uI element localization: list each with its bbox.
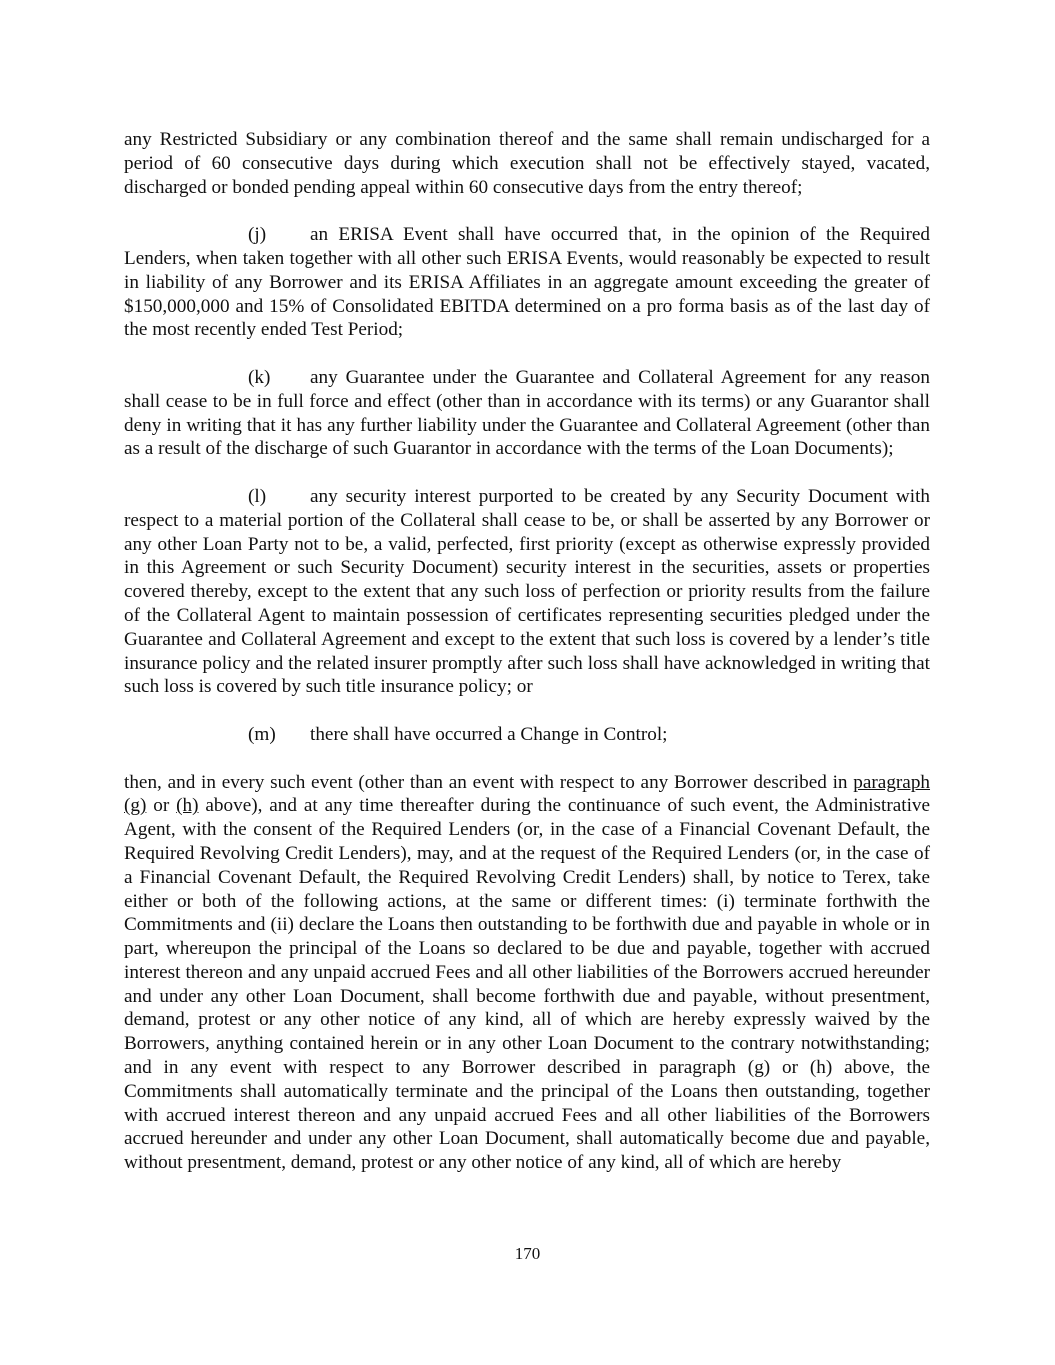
clause-text: there shall have occurred a Change in Control; (310, 723, 668, 745)
continuation-text: any Restricted Subsidiary or any combination thereof and the same shall remain undischarged for a period of 60 consecutive days during which execution shall not be effectively stayed, vacated, discharged or bonded pending appeal within 60 consecutive days from the entry thereof; (124, 129, 930, 198)
page-number: 170 (514, 1244, 541, 1263)
clause-m (124, 723, 930, 747)
document-body (124, 128, 930, 1175)
clause-text: any security interest purported to be created by any Security Document with respect to a material portion of the Collateral shall cease to be, or shall be asserted by any Borrower or any other Loan Party not to be, a valid, perfected, first priority (except as otherwise expressly provided in this Agreement or such Security Document) security interest in the securities, assets or properties covered thereby, except to the extent that any such loss of perfection or priority results from the failure of the Collateral Agent to maintain possession of certificates representing securities pledged under the Guarantee and Collateral Agreement and except to the extent that such loss is covered by a lender’s title insurance policy and the related insurer promptly after such loss shall have acknowledged in writing that such loss is covered by such title insurance policy; or (124, 485, 930, 698)
remedies-text: above), and at any time thereafter during the continuance of such event, the Administrative Agent, with the consent of the Required Lenders (or, in the case of a Financial Covenant Default, the Required Revolving Credit Lenders), may, and at the request of the Required Lenders (or, in the case of a Financial Covenant Default, the Required Revolving Credit Lenders) shall, by notice to Terex, take either or both of the following actions, at the same or different times: (i) terminate forthwith the Commitments and (ii) declare the Loans then outstanding to be forthwith due and payable in whole or in part, whereupon the principal of the Loans so declared to be due and payable, together with accrued interest thereon and any unpaid accrued Fees and all other liabilities of the Borrowers accrued hereunder and under any other Loan Document, shall become forthwith due and payable, without presentment, demand, protest or any other notice of any kind, all of which are hereby expressly waived by the Borrowers, anything contained herein or in any other Loan Document to the contrary notwithstanding; and in any event with respect to any Borrower described in paragraph (g) or (h) above, the Commitments shall automatically terminate and the principal of the Loans then outstanding, together with accrued interest thereon and any unpaid accrued Fees and all other liabilities of the Borrowers accrued hereunder and under any other Loan Document, shall automatically become due and payable, without presentment, demand, protest or any other notice of any kind, all of which are hereby (124, 795, 931, 1174)
continuation-paragraph (124, 128, 930, 199)
remedies-lead: then, and in every such event (other than an event with respect to any Borrower described in (124, 771, 848, 793)
clause-label: (l) (248, 485, 267, 507)
paragraph-g-reference[interactable]: paragraph (g) (124, 771, 931, 817)
clause-k (124, 366, 930, 461)
clause-text: any Guarantee under the Guarantee and Collateral Agreement for any reason shall cease to be in full force and effect (other than in accordance with its terms) or any Guarantor shall deny in writing that it has any further liability under the Guarantee and Collateral Agreement (other than as a result of the discharge of such Guarantor in accordance with the terms of the Loan Documents); (124, 366, 930, 460)
clause-label: (k) (248, 366, 271, 388)
clause-label: (m) (248, 723, 276, 745)
remedies-connector: or (153, 795, 170, 817)
clause-j (124, 223, 930, 342)
clause-text: an ERISA Event shall have occurred that, in the opinion of the Required Lenders, when taken together with all other such ERISA Events, would reasonably be expected to result in liability of any Borrower and its ERISA Affiliates in an aggregate amount exceeding the greater of $150,000,000 and 15% of Consolidated EBITDA determined on a pro forma basis as of the last day of the most recently ended Test Period; (124, 224, 930, 341)
clause-l (124, 485, 930, 699)
paragraph-h-reference[interactable]: (h) (176, 795, 199, 817)
remedies-paragraph (124, 771, 930, 1176)
clause-label: (j) (248, 224, 267, 246)
